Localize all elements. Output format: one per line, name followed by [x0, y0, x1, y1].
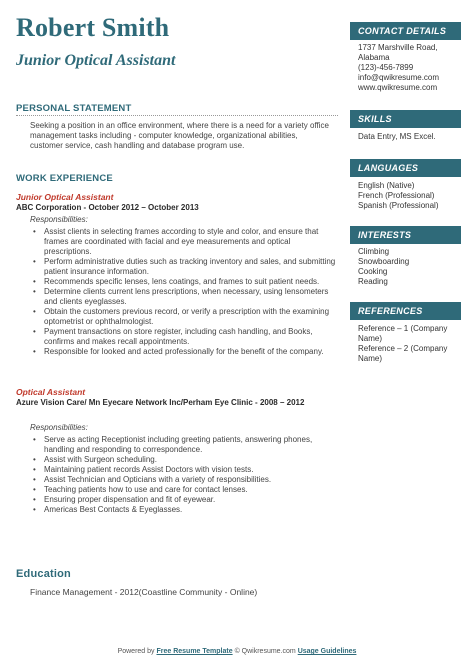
bullet-text: Responsible for looked and acted professionally for the benefit of the company. — [44, 347, 324, 356]
bullet-text: Obtain the customers previous record, or verify a prescription with the examining optometrist or ophthalmologist. — [44, 307, 330, 326]
responsibilities-label: Responsibilities: — [30, 215, 88, 224]
bullet-text: Ensuring proper dispensation and fit of eyewear. — [44, 495, 216, 504]
bullet-icon: • — [33, 455, 36, 464]
interest-item: Reading — [358, 277, 388, 286]
job-company-dates: ABC Corporation - October 2012 – October 2013 — [16, 203, 199, 212]
bullet-icon: • — [33, 347, 36, 356]
bullet-text: Determine clients current lens prescriptions, when necessary, using lensometers and clients eyeglasses. — [44, 287, 329, 306]
contact-email[interactable]: info@qwikresume.com — [358, 73, 440, 82]
contact-address-line2: Alabama — [358, 53, 390, 62]
bullet-icon: • — [33, 307, 36, 316]
list-item — [30, 277, 336, 287]
job-responsibilities-list — [30, 435, 336, 515]
contact-address-line1: 1737 Marshville Road, — [358, 43, 438, 52]
job-responsibilities-list — [30, 227, 336, 357]
bullet-text: Perform administrative duties such as tracking inventory and sales, and submitting patient insurance information. — [44, 257, 336, 276]
personal-statement-text: Seeking a position in an office environment, where there is a need for a variety office management tasks including - computer knowledge, organizational abilities, customer service, cash handling and database program use. — [30, 121, 329, 150]
bullet-icon: • — [33, 505, 36, 514]
bullet-text: Assist Technician and Opticians with a variety of responsibilities. — [44, 475, 272, 484]
responsibilities-label: Responsibilities: — [30, 423, 88, 432]
section-divider — [16, 115, 338, 116]
skills-text: Data Entry, MS Excel. — [358, 132, 436, 141]
list-item — [30, 475, 336, 485]
bullet-icon: • — [33, 277, 36, 286]
personal-statement-heading: PERSONAL STATEMENT — [16, 103, 132, 114]
list-item — [30, 257, 336, 277]
bullet-icon: • — [33, 475, 36, 484]
free-resume-template-link[interactable]: Free Resume Template — [156, 648, 233, 655]
education-heading: Education — [16, 568, 71, 580]
list-item — [30, 327, 336, 347]
languages-heading: LANGUAGES — [350, 159, 461, 177]
references-list — [358, 324, 458, 364]
contact-phone: (123)-456-7899 — [358, 63, 414, 72]
language-item: Spanish (Professional) — [358, 201, 439, 210]
bullet-text: Assist with Surgeon scheduling. — [44, 455, 157, 464]
languages-list — [358, 181, 466, 211]
job-title: Optical Assistant — [16, 387, 86, 397]
list-item — [30, 435, 336, 455]
list-item — [30, 465, 336, 475]
job-title: Junior Optical Assistant — [16, 192, 114, 202]
job-company-dates: Azure Vision Care/ Mn Eyecare Network Inc/Perham Eye Clinic - 2008 – 2012 — [16, 398, 305, 407]
work-experience-heading: WORK EXPERIENCE — [16, 173, 113, 184]
bullet-text: Americas Best Contacts & Eyeglasses. — [44, 505, 183, 514]
bullet-text: Payment transactions on store register, including cash handling, and Books, confirms and makes recall appointments. — [44, 327, 313, 346]
bullet-icon: • — [33, 287, 36, 296]
reference-item: Reference – 1 (Company Name) — [358, 324, 448, 343]
bullet-icon: • — [33, 227, 36, 236]
language-item: French (Professional) — [358, 191, 435, 200]
bullet-icon: • — [33, 257, 36, 266]
references-heading: REFERENCES — [350, 302, 461, 320]
bullet-icon: • — [33, 327, 36, 336]
list-item — [30, 495, 336, 505]
footer-copyright: © Qwikresume.com — [234, 648, 296, 655]
education-entry: Finance Management - 2012(Coastline Community - Online) — [30, 587, 258, 597]
list-item — [30, 485, 336, 495]
contact-heading: CONTACT DETAILS — [350, 22, 461, 40]
usage-guidelines-link[interactable]: Usage Guidelines — [297, 648, 357, 655]
bullet-icon: • — [33, 485, 36, 494]
reference-item: Reference – 2 (Company Name) — [358, 344, 448, 363]
bullet-text: Assist clients in selecting frames according to style and color, and ensure that frames are coordinated with facial and eye measurements and optical prescriptions. — [44, 227, 319, 256]
skills-heading: SKILLS — [350, 110, 461, 128]
interest-item: Climbing — [358, 247, 390, 256]
page-footer — [0, 648, 474, 655]
contact-website[interactable]: www.qwikresume.com — [358, 83, 438, 92]
list-item — [30, 505, 336, 515]
footer-prefix: Powered by — [117, 648, 155, 655]
interest-item: Cooking — [358, 267, 388, 276]
list-item — [30, 455, 336, 465]
contact-block — [358, 43, 466, 93]
bullet-text: Serve as acting Receptionist including greeting patients, answering phones, handling and responding to correspondence. — [44, 435, 313, 454]
bullet-text: Maintaining patient records Assist Doctors with vision tests. — [44, 465, 254, 474]
interest-item: Snowboarding — [358, 257, 410, 266]
list-item — [30, 287, 336, 307]
list-item — [30, 347, 336, 357]
list-item — [30, 227, 336, 257]
list-item — [30, 307, 336, 327]
interests-heading: INTERESTS — [350, 226, 461, 244]
bullet-icon: • — [33, 435, 36, 444]
interests-list — [358, 247, 466, 287]
bullet-text: Recommends specific lenses, lens coatings, and frames to suit patient needs. — [44, 277, 320, 286]
bullet-text: Teaching patients how to use and care for contact lenses. — [44, 485, 248, 494]
candidate-name: Robert Smith — [16, 13, 170, 42]
bullet-icon: • — [33, 495, 36, 504]
candidate-title: Junior Optical Assistant — [16, 52, 176, 69]
bullet-icon: • — [33, 465, 36, 474]
language-item: English (Native) — [358, 181, 415, 190]
